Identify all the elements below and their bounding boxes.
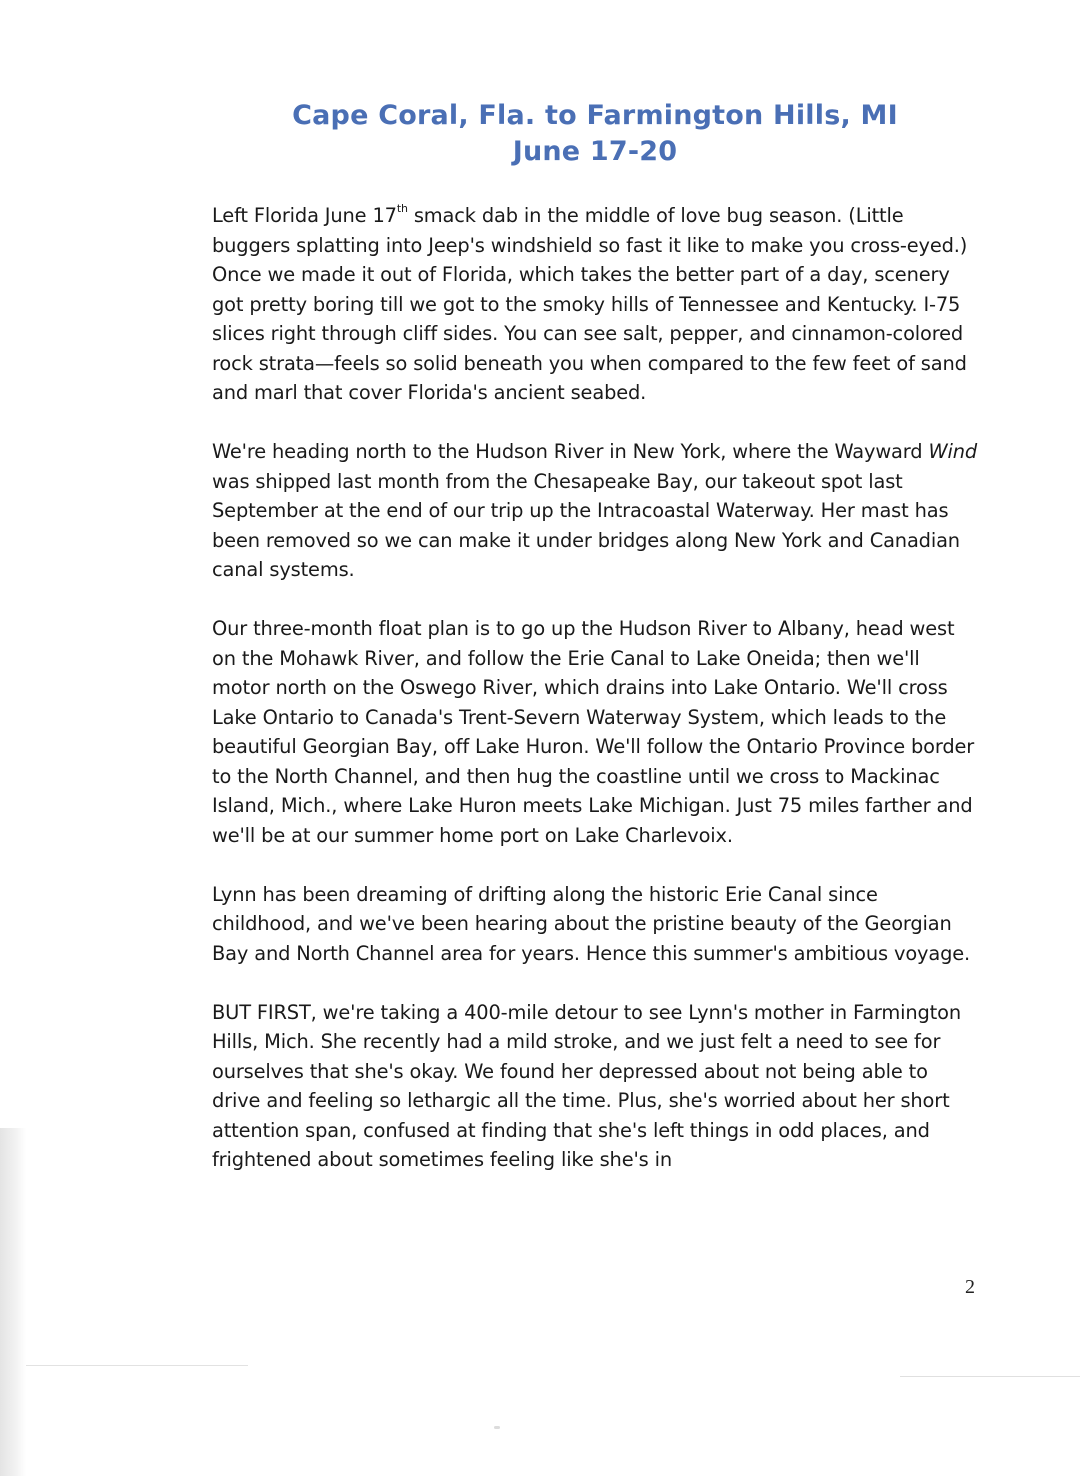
scan-artifact-mark <box>494 1426 500 1429</box>
paragraph-2-rest: was shipped last month from the Chesapeake Bay, our takeout spot last September at the end of our trip up the Intracoastal Waterway. Her mast has been removed so we can make it under bridges along New York and Canadian canal systems. <box>212 469 960 581</box>
scan-shadow-left <box>0 1128 26 1476</box>
paragraph-4: Lynn has been dreaming of drifting along the historic Erie Canal since childhood, and we've been hearing about the pristine beauty of the Georgian Bay and North Channel area for years. Hence this summer's ambitious voyage. <box>212 882 971 965</box>
paragraph-1 <box>212 201 982 408</box>
boat-name-italic: Wind <box>928 440 978 463</box>
paragraph-3: Our three-month float plan is to go up the Hudson River to Albany, head west on the Mohawk River, and follow the Erie Canal to Lake Oneida; then we'll motor north on the Oswego River, which drains into Lake Ontario. We'll cross Lake Ontario to Canada's Trent-Severn Waterway System, which leads to the beautiful Georgian Bay, off Lake Huron. We'll follow the Ontario Province border to the North Channel, and then hug the coastline until we cross to Mackinac Island, Mich., where Lake Huron meets Lake Michigan. Just 75 miles farther and we'll be at our summer home port on Lake Charlevoix. <box>212 617 975 847</box>
scan-artifact-line-right <box>900 1376 1080 1377</box>
paragraph-1-start: Left Florida June 17 <box>212 204 397 227</box>
body-text <box>212 201 982 1204</box>
scan-artifact-line-left <box>26 1365 248 1366</box>
paragraph-2-start: We're heading north to the Hudson River in New York, where the Wayward <box>212 440 929 463</box>
page-number: 2 <box>965 1276 975 1298</box>
ordinal-superscript: th <box>396 202 408 215</box>
paragraph-2 <box>212 437 982 585</box>
page-title <box>0 98 1080 170</box>
title-route: Cape Coral, Fla. to Farmington Hills, MI <box>292 100 898 131</box>
paragraph-5: BUT FIRST, we're taking a 400-mile detour to see Lynn's mother in Farmington Hills, Mich. She recently had a mild stroke, and we just felt a need to see for ourselves that she's okay. We found her depressed about not being able to drive and feeling so lethargic all the time. Plus, she's worried about her short attention span, confused at finding that she's left things in odd places, and frightened about sometimes feeling like she's in <box>212 1000 961 1171</box>
paragraph-1-rest: smack dab in the middle of love bug season. (Little buggers splatting into Jeep's windshield so fast it like to make you cross-eyed.) Once we made it out of Florida, which takes the better part of a day, scenery got pretty boring till we got to the smoky hills of Tennessee and Kentucky. I-75 slices right through cliff sides. You can see salt, pepper, and cinnamon-colored rock strata—feels so solid beneath you when compared to the few feet of sand and marl that cover Florida's ancient seabed. <box>212 204 968 404</box>
title-dates: June 17-20 <box>512 136 678 167</box>
